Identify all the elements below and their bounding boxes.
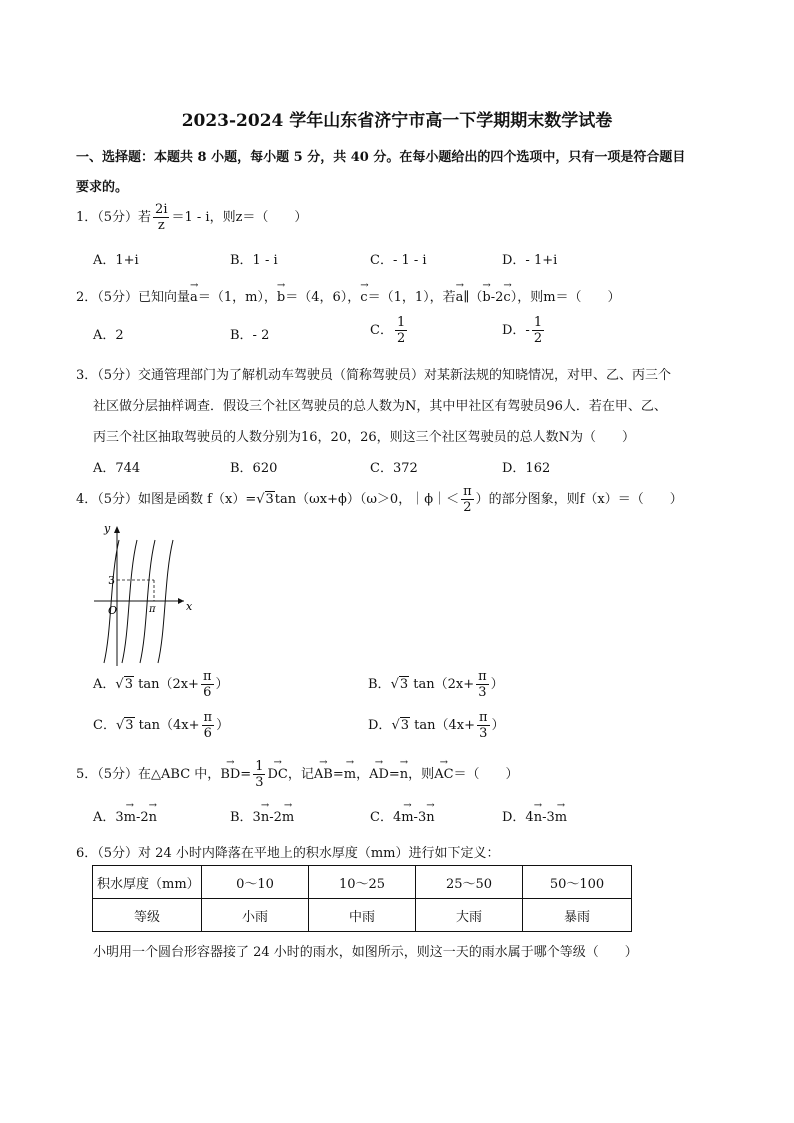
q4-d-fraction [477, 711, 490, 740]
q5-d-pre: D．4 [502, 810, 534, 825]
question-4 [76, 485, 683, 514]
question-5 [76, 760, 519, 789]
three-label: 3 [108, 574, 115, 587]
q1-frac-num: 2i [155, 202, 168, 217]
tan-graph [92, 518, 202, 668]
q2-d-num: 1 [533, 315, 543, 330]
q5-text-4: ， [356, 767, 370, 782]
page-title: 2023-2024 学年山东省济宁市高一下学期期末数学试卷 [181, 111, 613, 131]
q4-d-end: ） [491, 718, 505, 733]
q5-text-6: ，则 [408, 767, 435, 782]
q2-text-2: ＝（1，m）， [197, 290, 277, 305]
question-2 [76, 286, 621, 305]
q4-d-label: D． [368, 718, 392, 733]
q1-option-d: D．- 1+i [502, 253, 558, 268]
q4-frac-den: 2 [463, 500, 472, 515]
q5-text-2: ，记 [287, 767, 314, 782]
q5-option-d [502, 806, 567, 825]
q5-a-mid: -2 [136, 810, 149, 825]
q2-text-1: 2．（5分）已知向量 [76, 290, 191, 305]
table-cell: 大雨 [416, 899, 523, 932]
vector-b-2: → b [482, 290, 490, 305]
q1-option-c: C．- 1 - i [370, 253, 427, 268]
q5-a-v2: → n [149, 810, 157, 825]
table-header-cell: 50～100 [523, 866, 632, 899]
vector-a-2: → a [456, 290, 464, 305]
q4-b-den: 3 [478, 685, 487, 700]
q5-c-mid: -3 [413, 810, 427, 825]
q4-option-b [368, 670, 504, 699]
q5-c-v1: → m [401, 810, 413, 825]
q4-a-mid: tan（2x+ [138, 677, 199, 692]
q4-d-sqrt: √3 [391, 718, 410, 733]
q3-option-d: D．162 [502, 461, 551, 476]
q4-c-den: 6 [203, 726, 212, 741]
q5-fraction [253, 760, 265, 789]
vector-b: → b [277, 290, 285, 305]
q4-c-mid: tan（4x+ [138, 718, 200, 733]
q1-suffix: ＝1 - i，则z＝（ ） [171, 210, 308, 225]
q2-c-fraction [395, 316, 407, 345]
q4-a-end: ） [215, 677, 229, 692]
q4-sqrt-radicand: 3 [265, 492, 274, 507]
q4-a-fraction [201, 670, 214, 699]
vector-ab: → AB [314, 767, 333, 782]
q4-sqrt: √3 [256, 492, 274, 507]
vector-ac: → AC [434, 767, 453, 782]
q5-a-v1: → m [124, 810, 136, 825]
q3-option-b: B．620 [230, 461, 278, 476]
q5-a-pre: A．3 [93, 810, 124, 825]
q4-d-mid: tan（4x+ [414, 718, 475, 733]
q4-c-sqrt: √3 [115, 718, 134, 733]
q2-option-a: A．2 [93, 328, 124, 343]
q5-b-v2: → m [282, 810, 294, 825]
q5-frac-den: 3 [255, 775, 264, 790]
q4-frac-num: π [463, 484, 472, 499]
q3-option-a: A．744 [93, 461, 141, 476]
vector-a: → a [190, 290, 198, 305]
q4-b-num: π [478, 669, 487, 684]
q5-c-pre: C．4 [370, 810, 402, 825]
vector-ad: → AD [369, 767, 389, 782]
q1-frac-den: z [157, 218, 165, 233]
q3-line-1: 3．（5分）交通管理部门为了解机动车驾驶员（简称驾驶员）对某新法规的知晓情况，对甲、乙、丙三个 [76, 368, 672, 383]
q4-b-fraction [476, 670, 489, 699]
q5-option-a [93, 806, 157, 825]
q4-text-3: ）的部分图象，则f（x）＝（ ） [475, 492, 683, 507]
q4-b-radicand: 3 [399, 677, 409, 692]
q5-eq: = [240, 767, 252, 782]
q1-option-a: A．1+i [93, 253, 139, 268]
q4-c-num: π [203, 710, 213, 725]
q3-line-3: 丙三个社区抽取驾驶员的人数分别为16，20，26，则这三个社区驾驶员的总人数N为（ ） [93, 430, 636, 445]
q2-c-den: 2 [396, 331, 406, 346]
q5-b-mid: -2 [269, 810, 282, 825]
y-axis-arrow [114, 526, 120, 533]
vector-n: → n [400, 767, 408, 782]
q4-option-d [368, 711, 505, 740]
vector-m: → m [344, 767, 356, 782]
q2-text-4: ＝（1，1），若 [367, 290, 456, 305]
q2-option-c [370, 316, 409, 345]
q2-c-num: 1 [396, 315, 406, 330]
q5-d-mid: -3 [542, 810, 555, 825]
q5-option-c [370, 806, 435, 825]
q5-b-v1: → n [261, 810, 269, 825]
q4-a-radicand: 3 [124, 677, 133, 692]
q5-text-1: 5．（5分）在△ABC 中， [76, 767, 221, 782]
q5-c-v2: → n [426, 810, 434, 825]
q5-frac-num: 1 [255, 759, 264, 774]
q5-b-pre: B．3 [230, 810, 261, 825]
table-cell: 小雨 [202, 899, 309, 932]
q2-d-fraction [532, 316, 544, 345]
q5-text-7: ＝（ ） [453, 767, 519, 782]
q1-option-b: B．1 - i [230, 253, 278, 268]
q5-d-v1: → n [534, 810, 542, 825]
question-1 [76, 203, 307, 232]
q2-text-6: -2 [490, 290, 504, 305]
table-row [93, 866, 632, 899]
q3-option-c: C．372 [370, 461, 418, 476]
table-cell: 中雨 [309, 899, 416, 932]
q4-a-sqrt: √3 [115, 677, 133, 692]
q2-option-b: B．- 2 [230, 328, 270, 343]
section-heading-line1: 一、选择题：本题共 8 小题，每小题 5 分，共 40 分。在每小题给出的四个选项中，只有一项是符合题目 [76, 150, 686, 165]
q6-stem: 6．（5分）对 24 小时内降落在平地上的积水厚度（mm）进行如下定义： [76, 846, 500, 861]
q4-c-label: C． [93, 718, 116, 733]
q5-text-3: = [332, 767, 344, 782]
table-header-cell: 积水厚度（mm） [93, 866, 202, 899]
q5-d-v2: → m [555, 810, 567, 825]
q6-followup: 小明用一个圆台形容器接了 24 小时的雨水，如图所示，则这一天的雨水属于哪个等级（ ） [93, 945, 638, 960]
pi-label: π [149, 604, 156, 615]
q2-text-3: ＝（4，6）， [285, 290, 361, 305]
q4-b-end: ） [490, 677, 504, 692]
table-cell: 等级 [93, 899, 202, 932]
vector-dc: → DC [267, 767, 287, 782]
table-header-cell: 10～25 [309, 866, 416, 899]
q4-text-1: 4．（5分）如图是函数 f（x）= [76, 492, 257, 507]
q2-d-den: 2 [533, 331, 543, 346]
q4-c-radicand: 3 [125, 718, 134, 733]
origin-label: O [108, 604, 118, 617]
q4-d-num: π [479, 710, 488, 725]
x-axis-arrow [178, 598, 184, 604]
table-row [93, 899, 632, 932]
q4-option-a [93, 670, 229, 699]
q4-option-c [93, 711, 229, 740]
q1-fraction [153, 203, 169, 232]
q2-option-d [502, 316, 546, 345]
section-heading-line2: 要求的。 [76, 180, 129, 195]
q4-b-label: B． [368, 677, 391, 692]
vector-c-2: → c [503, 290, 510, 305]
rainfall-table [92, 865, 632, 932]
q4-b-mid: tan（2x+ [413, 677, 475, 692]
q3-line-2: 社区做分层抽样调查．假设三个社区驾驶员的总人数为N，其中甲社区有驾驶员96人．若在甲、乙、 [93, 399, 667, 414]
q4-c-fraction [202, 711, 215, 740]
y-label: y [104, 522, 111, 535]
vector-bd: → BD [220, 767, 240, 782]
vector-c: → c [360, 290, 367, 305]
q4-a-den: 6 [203, 685, 212, 700]
q4-a-num: π [202, 669, 212, 684]
q2-text-5: ∥（ [463, 290, 483, 305]
q4-d-radicand: 3 [400, 718, 410, 733]
q5-text-5: = [388, 767, 400, 782]
table-header-cell: 0～10 [202, 866, 309, 899]
q1-prefix: 1．（5分）若 [76, 210, 152, 225]
q2-d-label: D．- [502, 323, 530, 338]
table-header-cell: 25～50 [416, 866, 523, 899]
q4-text-2: tan（ωx+ϕ）（ω＞0，｜ϕ｜＜ [274, 492, 460, 507]
q4-c-end: ） [216, 718, 230, 733]
q2-text-7: ），则m＝（ ） [510, 290, 621, 305]
q4-d-den: 3 [479, 726, 488, 741]
q4-b-sqrt: √3 [390, 677, 409, 692]
x-label: x [186, 600, 193, 613]
table-cell: 暴雨 [523, 899, 632, 932]
q4-fraction [461, 485, 474, 514]
q4-a-label: A． [93, 677, 116, 692]
q5-option-b [230, 806, 294, 825]
q2-c-label: C． [370, 323, 393, 338]
